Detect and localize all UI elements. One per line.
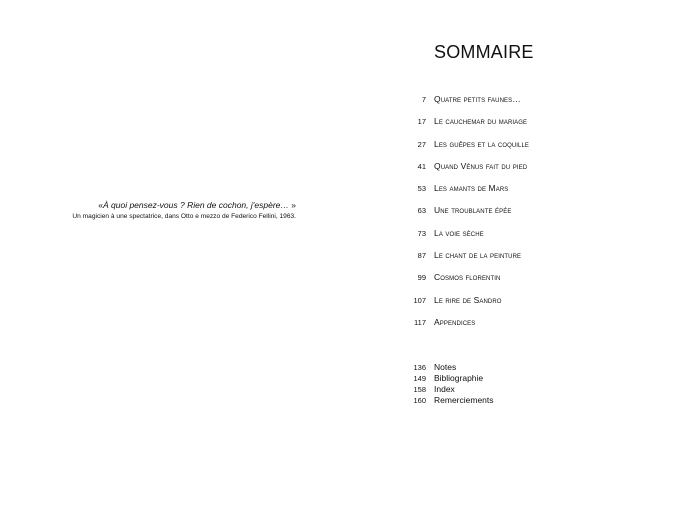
back-matter-title: Notes (434, 362, 457, 372)
toc-page-number: 41 (417, 161, 426, 171)
toc-entry (400, 295, 660, 317)
back-matter-entry (400, 373, 660, 384)
back-matter-entry (400, 362, 660, 373)
toc-page-number: 7 (421, 95, 426, 104)
toc-chapter-title: Le chant de la peinture (434, 250, 522, 261)
toc-page-number: 17 (417, 117, 426, 127)
back-matter-title: Index (434, 384, 455, 394)
toc-entry (400, 272, 660, 294)
toc-chapter-title: Quatre petits faunes… (434, 94, 521, 104)
toc-page-number: 63 (417, 206, 426, 216)
toc-entry (400, 139, 660, 161)
toc-chapter-title: Cosmos florentin (434, 272, 501, 283)
toc-chapter-title: Quand Vénus fait du pied (434, 160, 528, 171)
back-matter-page-number: 149 (413, 374, 426, 383)
toc-page-number: 99 (417, 273, 426, 283)
quote-text: À quoi pensez-vous ? Rien de cochon, j'espère… (102, 200, 289, 210)
table-of-contents (400, 94, 660, 339)
toc-chapter-title: Les guêpes et la coquille (434, 138, 530, 149)
toc-page-number: 27 (417, 139, 426, 149)
toc-chapter-title: Appendices (434, 316, 476, 327)
back-matter-list (400, 362, 660, 406)
toc-chapter-title: Le rire de Sandro (434, 294, 502, 305)
toc-chapter-title: La voie sèche (434, 227, 484, 238)
toc-entry (400, 228, 660, 250)
back-matter-title: Remerciements (434, 395, 494, 405)
toc-entry (400, 161, 660, 183)
toc-entry (400, 94, 660, 116)
back-matter-page-number: 160 (413, 396, 426, 405)
epigraph-quote (72, 200, 296, 211)
toc-entry (400, 116, 660, 138)
epigraph (72, 200, 296, 222)
back-matter-entry (400, 384, 660, 395)
toc-chapter-title: Le cauchemar du mariage (434, 116, 528, 127)
toc-page-number: 117 (414, 317, 426, 327)
epigraph-attribution: Un magicien à une spectatrice, dans Otto e mezzo de Federico Fellini, 1963. (72, 213, 296, 220)
back-matter-page-number: 136 (413, 363, 426, 372)
toc-page-number: 107 (413, 295, 426, 305)
toc-page-number: 87 (417, 251, 426, 261)
toc-page-number: 73 (417, 228, 426, 238)
toc-chapter-title: Une troublante épée (434, 205, 512, 216)
toc-entry (400, 317, 660, 339)
back-matter-title: Bibliographie (434, 373, 484, 383)
quote-close-mark: » (291, 200, 296, 210)
toc-entry (400, 205, 660, 227)
back-matter-entry (400, 395, 660, 406)
toc-entry (400, 183, 660, 205)
toc-entry (400, 250, 660, 272)
toc-page-number: 53 (417, 184, 426, 194)
quote-open-mark: « (98, 200, 103, 210)
page-title: SOMMAIRE (434, 42, 534, 62)
toc-chapter-title: Les amants de Mars (434, 183, 509, 194)
back-matter-page-number: 158 (413, 385, 426, 394)
